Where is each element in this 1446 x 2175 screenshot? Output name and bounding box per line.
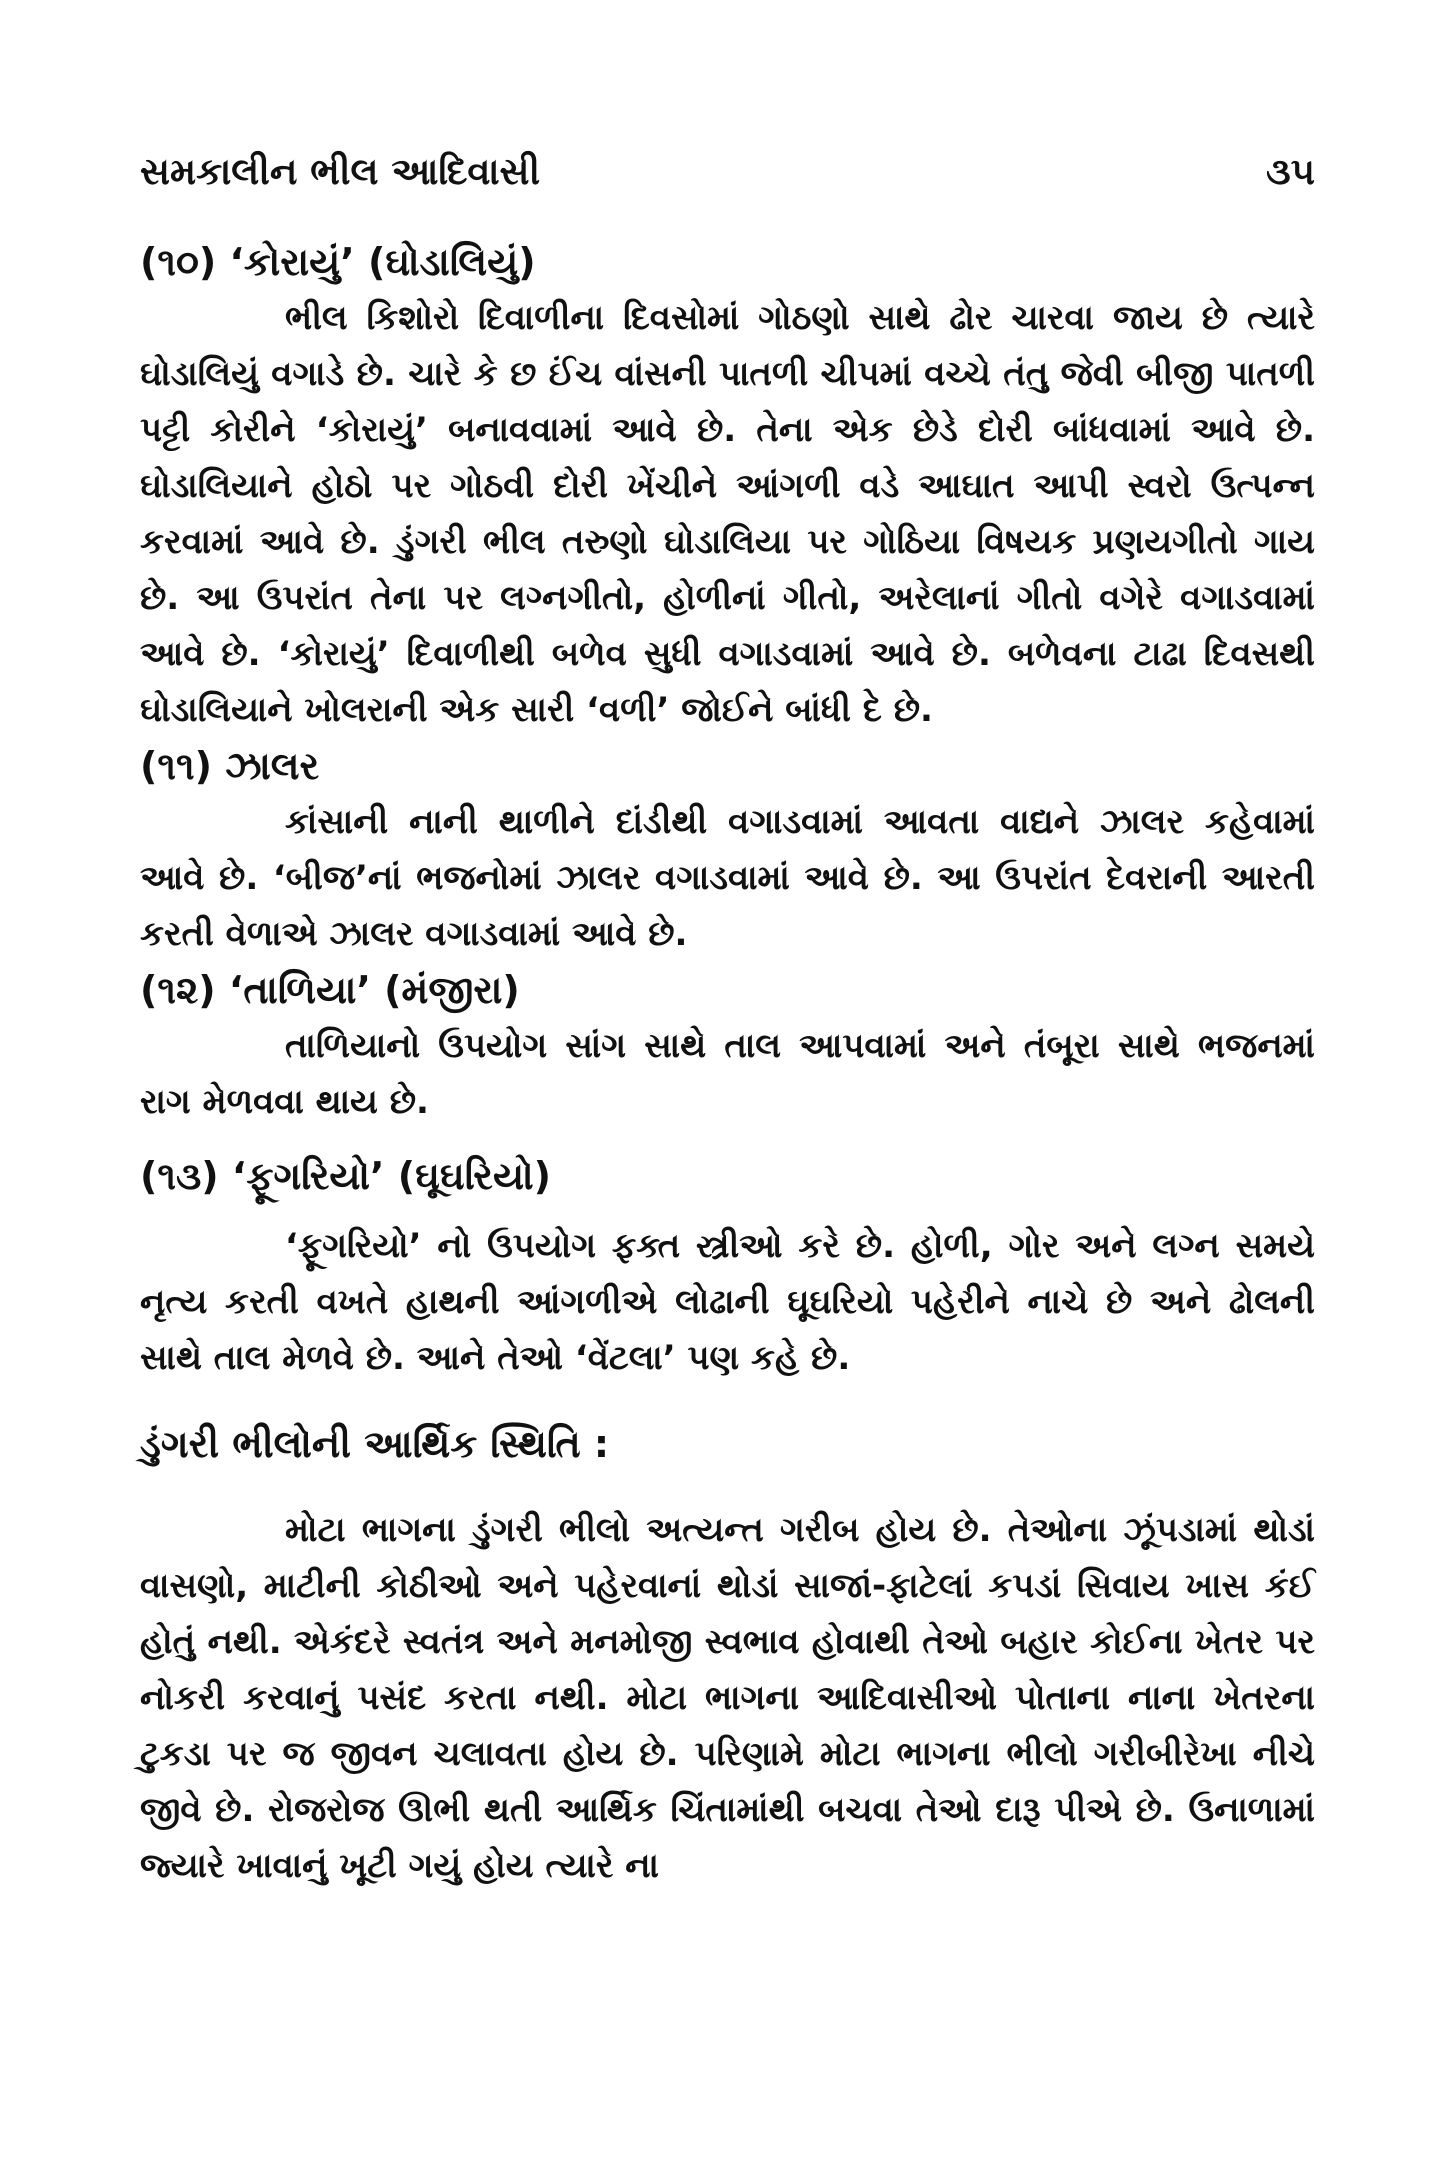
paragraph-zalar: કાંસાની નાની થાળીને દાંડીથી વગાડવામાં આવતા વાદ્યને ઝાલર કહેવામાં આવે છે. ‘બીજ’નાં ભજનોમાં ઝાલર વગાડવામાં આવે છે. આ ઉપરાંત દેવરાની આરતી કરતી વેળાએ ઝાલર વગાડવામાં આવે છે. [140, 802, 1315, 954]
paragraph-taliya: તાળિયાનો ઉપયોગ સાંગ સાથે તાલ આપવામાં અને તંબૂરા સાથે ભજનમાં રાગ મેળવવા થાય છે. [140, 1026, 1315, 1122]
section-heading-economic-condition: ડુંગરી ભીલોની આર્થિક સ્થિતિ : [140, 1422, 610, 1466]
paragraph-fugariyo: ‘ફૂગરિયો’ નો ઉપયોગ ફક્ત સ્ત્રીઓ કરે છે. હોળી, ગોર અને લગ્ન સમયે નૃત્ય કરતી વખતે હાથની આંગળીએ લોઢાની ઘૂઘરિયો પહેરીને નાચે છે અને ઢોલની સાથે તાલ મેળવે છે. આને તેઓ ‘વેંટલા’ પણ કહે છે. [140, 1226, 1315, 1378]
running-title: સમકાલીન ભીલ આદિવાસી [140, 150, 541, 193]
running-header [140, 150, 1315, 194]
section-heading-fugariyo: (૧૩) ‘ફૂગરિયો’ (ઘૂઘરિયો) [140, 1154, 551, 1198]
paragraph-korayu: ભીલ કિશોરો દિવાળીના દિવસોમાં ગોઠણો સાથે ઢોર ચારવા જાય છે ત્યારે ઘોડાલિયું વગાડે છે. ચારે કે છ ઈંચ વાંસની પાતળી ચીપમાં વચ્ચે તંતુ જેવી બીજી પાતળી પટ્ટી કોરીને ‘કોરાયું’ બનાવવામાં આવે છે. તેના એક છેડે દોરી બાંધવામાં આવે છે. ઘોડાલિયાને હોઠો પર ગોઠવી દોરી ખેંચીને આંગળી વડે આઘાત આપી સ્વરો ઉત્પન્ન કરવામાં આવે છે. ડુંગરી ભીલ તરુણો ઘોડાલિયા પર ગોઠિયા વિષયક પ્રણયગીતો ગાય છે. આ ઉપરાંત તેના પર લગ્નગીતો, હોળીનાં ગીતો, અરેલાનાં ગીતો વગેરે વગાડવામાં આવે છે. ‘કોરાયું’ દિવાળીથી બળેવ સુધી વગાડવામાં આવે છે. બળેવના ટાઢા દિવસથી ઘોડાલિયાને ખોલરાની એક સારી ‘વળી’ જોઈને બાંધી દે છે. [140, 298, 1315, 730]
page-number: ૩૫ [1266, 150, 1315, 193]
document-page [140, 150, 1315, 1894]
section-heading-taliya: (૧૨) ‘તાળિયા’ (મંજીરા) [140, 968, 520, 1012]
section-heading-zalar: (૧૧) ઝાલર [140, 744, 320, 788]
paragraph-economic-condition: મોટા ભાગના ડુંગરી ભીલો અત્યન્ત ગરીબ હોય છે. તેઓના ઝૂંપડામાં થોડાં વાસણો, માટીની કોઠીઓ અને પહેરવાનાં થોડાં સાજાં-ફાટેલાં કપડાં સિવાય ખાસ કંઈ હોતું નથી. એકંદરે સ્વતંત્ર અને મનમોજી સ્વભાવ હોવાથી તેઓ બહાર કોઈના ખેતર પર નોકરી કરવાનું પસંદ કરતા નથી. મોટા ભાગના આદિવાસીઓ પોતાના નાના ખેતરના ટુકડા પર જ જીવન ચલાવતા હોય છે. પરિણામે મોટા ભાગના ભીલો ગરીબીરેખા નીચે જીવે છે. રોજરોજ ઊભી થતી આર્થિક ચિંતામાંથી બચવા તેઓ દારૂ પીએ છે. ઉનાળામાં જ્યારે ખાવાનું ખૂટી ગયું હોય ત્યારે ના [140, 1510, 1315, 1886]
section-heading-korayu: (૧૦) ‘કોરાયું’ (ઘોડાલિયું) [140, 240, 536, 284]
